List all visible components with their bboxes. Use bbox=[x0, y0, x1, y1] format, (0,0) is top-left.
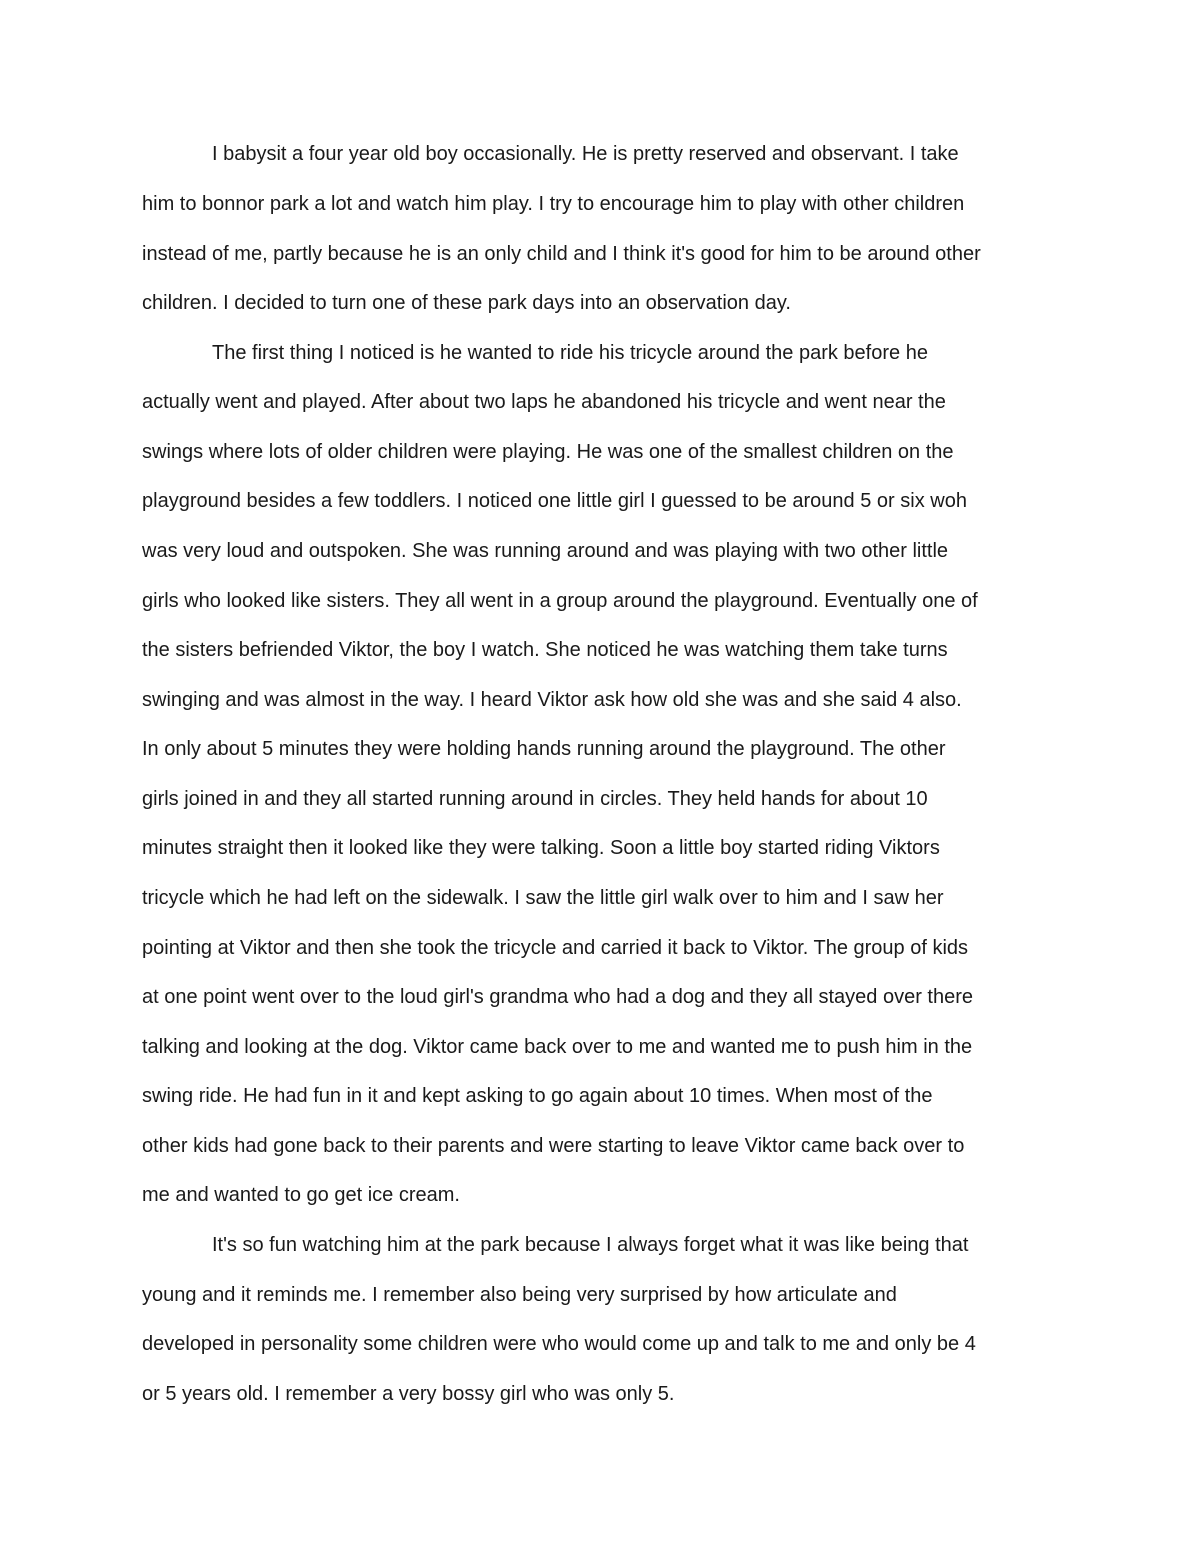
text-line: girls joined in and they all started running around in circles. They held hands for about 10 bbox=[142, 788, 928, 810]
text-line: swing ride. He had fun in it and kept asking to go again about 10 times. When most of the bbox=[142, 1085, 933, 1107]
text-line: developed in personality some children were who would come up and talk to me and only be 4 bbox=[142, 1333, 976, 1355]
text-line: The first thing I noticed is he wanted to ride his tricycle around the park before he bbox=[212, 342, 928, 364]
text-line: children. I decided to turn one of these park days into an observation day. bbox=[142, 292, 791, 314]
text-line: instead of me, partly because he is an only child and I think it's good for him to be around other bbox=[142, 243, 981, 265]
text-line: talking and looking at the dog. Viktor came back over to me and wanted me to push him in the bbox=[142, 1036, 973, 1058]
text-line: playground besides a few toddlers. I noticed one little girl I guessed to be around 5 or six woh bbox=[142, 490, 967, 512]
text-line: In only about 5 minutes they were holding hands running around the playground. The other bbox=[142, 738, 946, 760]
text-line: swinging and was almost in the way. I heard Viktor ask how old she was and she said 4 also. bbox=[142, 689, 962, 711]
text-line: was very loud and outspoken. She was running around and was playing with two other little bbox=[142, 540, 949, 562]
text-line: pointing at Viktor and then she took the tricycle and carried it back to Viktor. The group of kids bbox=[142, 937, 969, 959]
text-line: me and wanted to go get ice cream. bbox=[142, 1184, 460, 1206]
text-line: I babysit a four year old boy occasionally. He is pretty reserved and observant. I take bbox=[212, 143, 959, 165]
text-line: or 5 years old. I remember a very bossy girl who was only 5. bbox=[142, 1383, 675, 1405]
text-line: swings where lots of older children were playing. He was one of the smallest children on the bbox=[142, 441, 954, 463]
text-line: tricycle which he had left on the sidewalk. I saw the little girl walk over to him and I saw her bbox=[142, 887, 944, 909]
text-line: girls who looked like sisters. They all went in a group around the playground. Eventually one of bbox=[142, 590, 978, 612]
text-line: other kids had gone back to their parents and were starting to leave Viktor came back over to bbox=[142, 1135, 965, 1157]
text-line: at one point went over to the loud girl's grandma who had a dog and they all stayed over there bbox=[142, 986, 974, 1008]
text-line: It's so fun watching him at the park because I always forget what it was like being that bbox=[212, 1234, 969, 1256]
text-line: minutes straight then it looked like they were talking. Soon a little boy started riding Viktors bbox=[142, 837, 940, 859]
text-line: actually went and played. After about two laps he abandoned his tricycle and went near the bbox=[142, 391, 946, 413]
text-line: him to bonnor park a lot and watch him play. I try to encourage him to play with other children bbox=[142, 193, 965, 215]
text-line: young and it reminds me. I remember also being very surprised by how articulate and bbox=[142, 1284, 897, 1306]
text-line: the sisters befriended Viktor, the boy I watch. She noticed he was watching them take turns bbox=[142, 639, 948, 661]
